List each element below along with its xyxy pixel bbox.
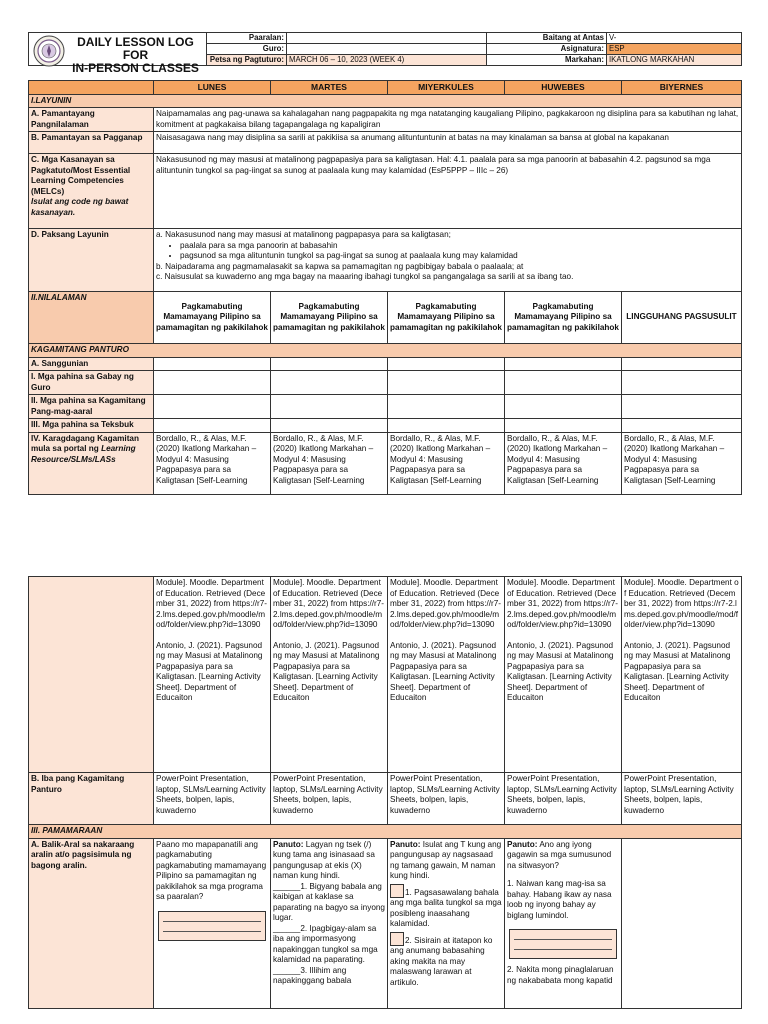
section-nilalaman: II.NILALAMAN: [29, 292, 154, 344]
cont-ref-miyerkules: [388, 577, 505, 773]
antonio-biyernes: Antonio, J. (2021). Pagsunod ng may Masusi at Matalinong Pagpapasiya para sa Kaligtasan. [Learning Activity Sheet]. Department of Educaiton: [624, 640, 731, 702]
cont-moodle-biyernes: Module]. Moodle. Department of Education. Retrieved (December 31, 2022) from https://r7-2.lms.deped.gov.ph/moodle/mod/folder/view.php?id=13090: [624, 578, 739, 629]
huwebes-intro: Ano ang iyong gagawin sa mga sumusunod na sitwasyon?: [507, 839, 612, 870]
huwebes-item-2: 2. Nakita mong pinaglalaruan ng nakababata mong kapatid: [507, 965, 614, 985]
karagdagang-label: IV. Karagdagang Kagamitan mula sa portal ng: [31, 433, 139, 453]
paksang-layunin-b: b. Naipadarama ang pagmamalasakit sa kapwa sa pamamagitan ng pagbibigay babala o paalaala; at: [156, 261, 524, 271]
teksbuk-martes: [271, 419, 388, 433]
ref-huwebes: Bordallo, R., & Alas, M.F. (2020) Ikatlong Markahan – Modyul 4: Masusing Pagpapasya para sa Kaligtasan [Self-Learning: [505, 432, 622, 494]
gabay-lunes: [154, 371, 271, 395]
paksang-layunin-a: a. Nakasusunod nang may masusi at matalinong pagpapasya para sa kaligtasan;: [156, 230, 451, 239]
row-label-iba-pang-kagamitan: B. Iba pang Kagamitang Panturo: [29, 773, 154, 825]
day-martes: MARTES: [271, 81, 388, 95]
pamantayang-pangnilalaman-text: Naipamamalas ang pag-unawa sa kahalagahan nang pagpapakita ng mga natatanging kaugaliang Pilipino, pagkakaroon ng disiplina para sa kabutihan ng lahat, komitment at pagkakaisa bilang tagapangalaga ng kapaligiran: [154, 108, 742, 132]
row-label-karagdagang-kagamitan: [29, 432, 154, 494]
materials-lunes: PowerPoint Presentation, laptop, SLMs/Learning Activity Sheets, bolpen, lapis, kuwaderno: [154, 773, 271, 825]
cont-ref-huwebes: [505, 577, 622, 773]
nilalaman-miyerkules: Pagkamabuting Mamamayang Pilipino sa pamamagitan ng pakikilahok: [388, 292, 505, 344]
mag-aaral-lunes: [154, 395, 271, 419]
panuto-huwebes: Panuto:: [507, 839, 538, 849]
melcs-text: Nakasusunod ng may masusi at matalinong pagpapasiya para sa kaligtasan. Hal: 4.1. paalala para sa mga panoorin at babasahin 4.2. pagsunod sa mga alituntunin tungkol sa pag-iingat sa sunog at paalaala kung may kalamidad (EsP5PPP – IIIc – 26): [154, 154, 742, 229]
miyerkules-item-1: 1. Pagsasawalang bahala ang mga balita tungkol sa mga posibleng inaasahang kalamidad.: [390, 887, 502, 928]
paksang-layunin-bullet-2: • pagsunod sa mga alituntunin tungkol sa pag-iingat sa sunog at paalaala kung may kalamidad: [180, 251, 739, 262]
teksbuk-miyerkules: [388, 419, 505, 433]
day-header-row: [29, 81, 742, 95]
materials-miyerkules: PowerPoint Presentation, laptop, SLMs/Learning Activity Sheets, bolpen, lapis, kuwaderno: [388, 773, 505, 825]
lesson-table-2: [28, 576, 742, 1009]
paksang-layunin-cell: [154, 229, 742, 292]
row-label-paksang-layunin: D. Paksang Layunin: [29, 229, 154, 292]
antonio-huwebes: Antonio, J. (2021). Pagsunod ng may Masusi at Matalinong Pagpapasiya para sa Kaligtasan. [Learning Activity Sheet]. Department of Educaiton: [507, 640, 614, 702]
balik-aral-lunes-text: Paano mo mapapanatili ang pagkamabuting pagkamabuting mamamayang Pilipino sa pamamagitan ng pakikilahok sa mga programa sa paaralan?: [156, 839, 267, 901]
antonio-miyerkules: Antonio, J. (2021). Pagsunod ng may Masusi at Matalinong Pagpapasiya para sa Kaligtasan. [Learning Activity Sheet]. Department of Educaiton: [390, 640, 497, 702]
row-label-pamantayan-sa-pagganap: B. Pamantayan sa Pagganap: [29, 132, 154, 154]
lesson-table-1: [28, 80, 742, 495]
row-label-gabay-ng-guro: I. Mga pahina sa Gabay ng Guro: [29, 371, 154, 395]
row-label-sanggunian: A. Sanggunian: [29, 357, 154, 371]
miyerkules-item-2: 2. Sisirain at itatapon ko ang anumang babasahing aking makita na may malaswang larawan at artikulo.: [390, 935, 493, 987]
melcs-label: C. Mga Kasanayan sa Pagkatuto/Most Essential Learning Competencies (MELCs): [31, 155, 131, 196]
mag-aaral-martes: [271, 395, 388, 419]
day-huwebes: HUWEBES: [505, 81, 622, 95]
martes-intro: Lagyan ng tsek (/) kung tama ang isinasaad sa pangungusap at ekis (X) naman kung hindi.: [273, 839, 375, 880]
asignatura-value[interactable]: ESP: [607, 44, 742, 55]
markahan-value[interactable]: IKATLONG MARKAHAN: [607, 55, 742, 66]
ref-miyerkules: Bordallo, R., & Alas, M.F. (2020) Ikatlong Markahan – Modyul 4: Masusing Pagpapasya para sa Kaligtasan [Self-Learning: [388, 432, 505, 494]
guro-label: Guro:: [207, 44, 287, 55]
paaralan-value[interactable]: [287, 33, 487, 44]
mag-aaral-miyerkules: [388, 395, 505, 419]
balik-aral-huwebes: [505, 838, 622, 1008]
guro-value[interactable]: [287, 44, 487, 55]
teksbuk-huwebes: [505, 419, 622, 433]
huwebes-item-1: 1. Naiwan kang mag-isa sa bahay. Habang ikaw ay nasa loob ng inyong bahay ay biglang lumindol.: [507, 879, 612, 920]
title-line-1: DAILY LESSON LOG FOR: [77, 35, 194, 62]
teksbuk-biyernes: [622, 419, 742, 433]
cont-ref-lunes: [154, 577, 271, 773]
sanggunian-huwebes: [505, 357, 622, 371]
pamantayan-sa-pagganap-text: Naisasagawa nang may disiplina sa sarili at pakikiisa sa anumang alituntuntunin at batas na may kinalaman sa bansa at global na kapakanan: [154, 132, 742, 154]
day-lunes: LUNES: [154, 81, 271, 95]
materials-martes: PowerPoint Presentation, laptop, SLMs/Learning Activity Sheets, bolpen, lapis, kuwaderno: [271, 773, 388, 825]
paksang-layunin-c: c. Naisusulat sa kuwaderno ang mga bagay na maaaring ibahagi tungkol sa pangangalaga sa sarili at sa ibang tao.: [156, 272, 574, 281]
row-label-balik-aral: A. Balik-Aral sa nakaraang aralin at/o pagsisimula ng bagong aralin.: [29, 838, 154, 1008]
row-label-teksbuk: III. Mga pahina sa Teksbuk: [29, 419, 154, 433]
day-miyerkules: MIYERKULES: [388, 81, 505, 95]
balik-aral-miyerkules: [388, 838, 505, 1008]
cont-moodle-martes: Module]. Moodle. Department of Education. Retrieved (December 31, 2022) from https://r7-2.lms.deped.gov.ph/moodle/mod/folder/view.php?id=13090: [273, 578, 385, 629]
cont-moodle-lunes: Module]. Moodle. Department of Education. Retrieved (December 31, 2022) from https://r7-2.lms.deped.gov.ph/moodle/mod/folder/view.php?id=13090: [156, 578, 268, 629]
asignatura-label: Asignatura:: [487, 44, 607, 55]
balik-aral-lunes: [154, 838, 271, 1008]
antonio-lunes: Antonio, J. (2021). Pagsunod ng may Masusi at Matalinong Pagpapasiya para sa Kaligtasan. [Learning Activity Sheet]. Department of Educaiton: [156, 640, 263, 702]
gabay-huwebes: [505, 371, 622, 395]
mag-aaral-huwebes: [505, 395, 622, 419]
markahan-label: Markahan:: [487, 55, 607, 66]
ref-lunes: Bordallo, R., & Alas, M.F. (2020) Ikatlong Markahan – Modyul 4: Masusing Pagpapasya para sa Kaligtasan [Self-Learning: [154, 432, 271, 494]
sanggunian-biyernes: [622, 357, 742, 371]
sanggunian-miyerkules: [388, 357, 505, 371]
gabay-miyerkules: [388, 371, 505, 395]
row-label-pamantayang-pangnilalaman: A. Pamantayang Pangnilalaman: [29, 108, 154, 132]
petsa-label: Petsa ng Pagtuturo:: [207, 55, 287, 66]
row-label-kagamitang-pang-mag-aaral: II. Mga pahina sa Kagamitang Pang-mag-aaral: [29, 395, 154, 419]
antonio-martes: Antonio, J. (2021). Pagsunod ng may Masusi at Matalinong Pagpapasiya para sa Kaligtasan. [Learning Activity Sheet]. Department of Educaiton: [273, 640, 380, 702]
gabay-biyernes: [622, 371, 742, 395]
answer-square-1[interactable]: [390, 884, 404, 898]
baitang-value[interactable]: V-: [607, 33, 742, 44]
lesson-log-page-1: [28, 32, 741, 495]
gabay-martes: [271, 371, 388, 395]
cont-moodle-miyerkules: Module]. Moodle. Department of Education. Retrieved (December 31, 2022) from https://r7-2.lms.deped.gov.ph/moodle/mod/folder/view.php?id=13090: [390, 578, 502, 629]
miyerkules-intro: Isulat ang T kung ang pangungusap ay nagsasaad ng tamang gawain, M naman kung hindi.: [390, 839, 502, 880]
nilalaman-huwebes: Pagkamabuting Mamamayang Pilipino sa pamamagitan ng pakikilahok: [505, 292, 622, 344]
title-line-2: IN-PERSON CLASSES: [72, 61, 199, 75]
deped-seal-icon: [33, 35, 65, 67]
row-label-melcs: [29, 154, 154, 229]
sanggunian-lunes: [154, 357, 271, 371]
sanggunian-martes: [271, 357, 388, 371]
ref-martes: Bordallo, R., & Alas, M.F. (2020) Ikatlong Markahan – Modyul 4: Masusing Pagpapasya para sa Kaligtasan [Self-Learning: [271, 432, 388, 494]
martes-item-1: ______1. Bigyang babala ang kaibigan at kaklase sa paparating na bagyo sa inyong lugar.: [273, 881, 385, 922]
materials-biyernes: PowerPoint Presentation, laptop, SLMs/Learning Activity Sheets, bolpen, lapis, kuwaderno: [622, 773, 742, 825]
section-pamamaraan: III. PAMAMARAAN: [29, 825, 742, 839]
title-cell: [29, 33, 207, 75]
day-biyernes: BIYERNES: [622, 81, 742, 95]
panuto-miyerkules: Panuto:: [390, 839, 421, 849]
header-table: [28, 32, 742, 75]
cont-ref-biyernes: [622, 577, 742, 773]
nilalaman-biyernes: LINGGUHANG PAGSUSULIT: [622, 292, 742, 344]
section-layunin: I.LAYUNIN: [29, 94, 742, 108]
day-header-blank: [29, 81, 154, 95]
paksang-layunin-list: [156, 241, 739, 262]
teksbuk-lunes: [154, 419, 271, 433]
cont-ref-martes: [271, 577, 388, 773]
lesson-log-page-2: [28, 576, 741, 1009]
answer-box-lunes[interactable]: [158, 911, 266, 941]
paaralan-label: Paaralan:: [207, 33, 287, 44]
panuto-martes: Panuto:: [273, 839, 304, 849]
balik-aral-martes: [271, 838, 388, 1008]
paksang-layunin-bullet-1: • paalala para sa mga panoorin at babasahin: [180, 241, 739, 252]
nilalaman-lunes: Pagkamabuting Mamamayang Pilipino sa pamamagitan ng pakikilahok: [154, 292, 271, 344]
martes-item-2: ______2. Ipagbigay-alam sa iba ang impormasyong napakinggan tungkol sa mga kalamidad na paparating.: [273, 923, 378, 964]
materials-huwebes: PowerPoint Presentation, laptop, SLMs/Learning Activity Sheets, bolpen, lapis, kuwaderno: [505, 773, 622, 825]
melcs-note: Isulat ang code ng bawat kasanayan.: [31, 197, 129, 217]
balik-aral-biyernes: [622, 838, 742, 1008]
petsa-value[interactable]: MARCH 06 – 10, 2023 (WEEK 4): [287, 55, 487, 66]
ref-biyernes: Bordallo, R., & Alas, M.F. (2020) Ikatlong Markahan – Modyul 4: Masusing Pagpapasya para sa Kaligtasan [Self-Learning: [622, 432, 742, 494]
cont-moodle-huwebes: Module]. Moodle. Department of Education. Retrieved (December 31, 2022) from https://r7-2.lms.deped.gov.ph/moodle/mod/folder/view.php?id=13090: [507, 578, 619, 629]
mag-aaral-biyernes: [622, 395, 742, 419]
answer-square-2[interactable]: [390, 932, 404, 946]
baitang-label: Baitang at Antas: [487, 33, 607, 44]
answer-box-huwebes[interactable]: [509, 929, 617, 959]
martes-item-3: ______3. Illihim ang napakinggang babala: [273, 965, 352, 985]
nilalaman-martes: Pagkamabuting Mamamayang Pilipino sa pamamagitan ng pakikilahok: [271, 292, 388, 344]
continued-label-cell: [29, 577, 154, 773]
karagdagang-label-italic: Learning Resource/SLMs/LASs: [31, 444, 136, 464]
section-kagamitang-panturo: KAGAMITANG PANTURO: [29, 344, 742, 358]
